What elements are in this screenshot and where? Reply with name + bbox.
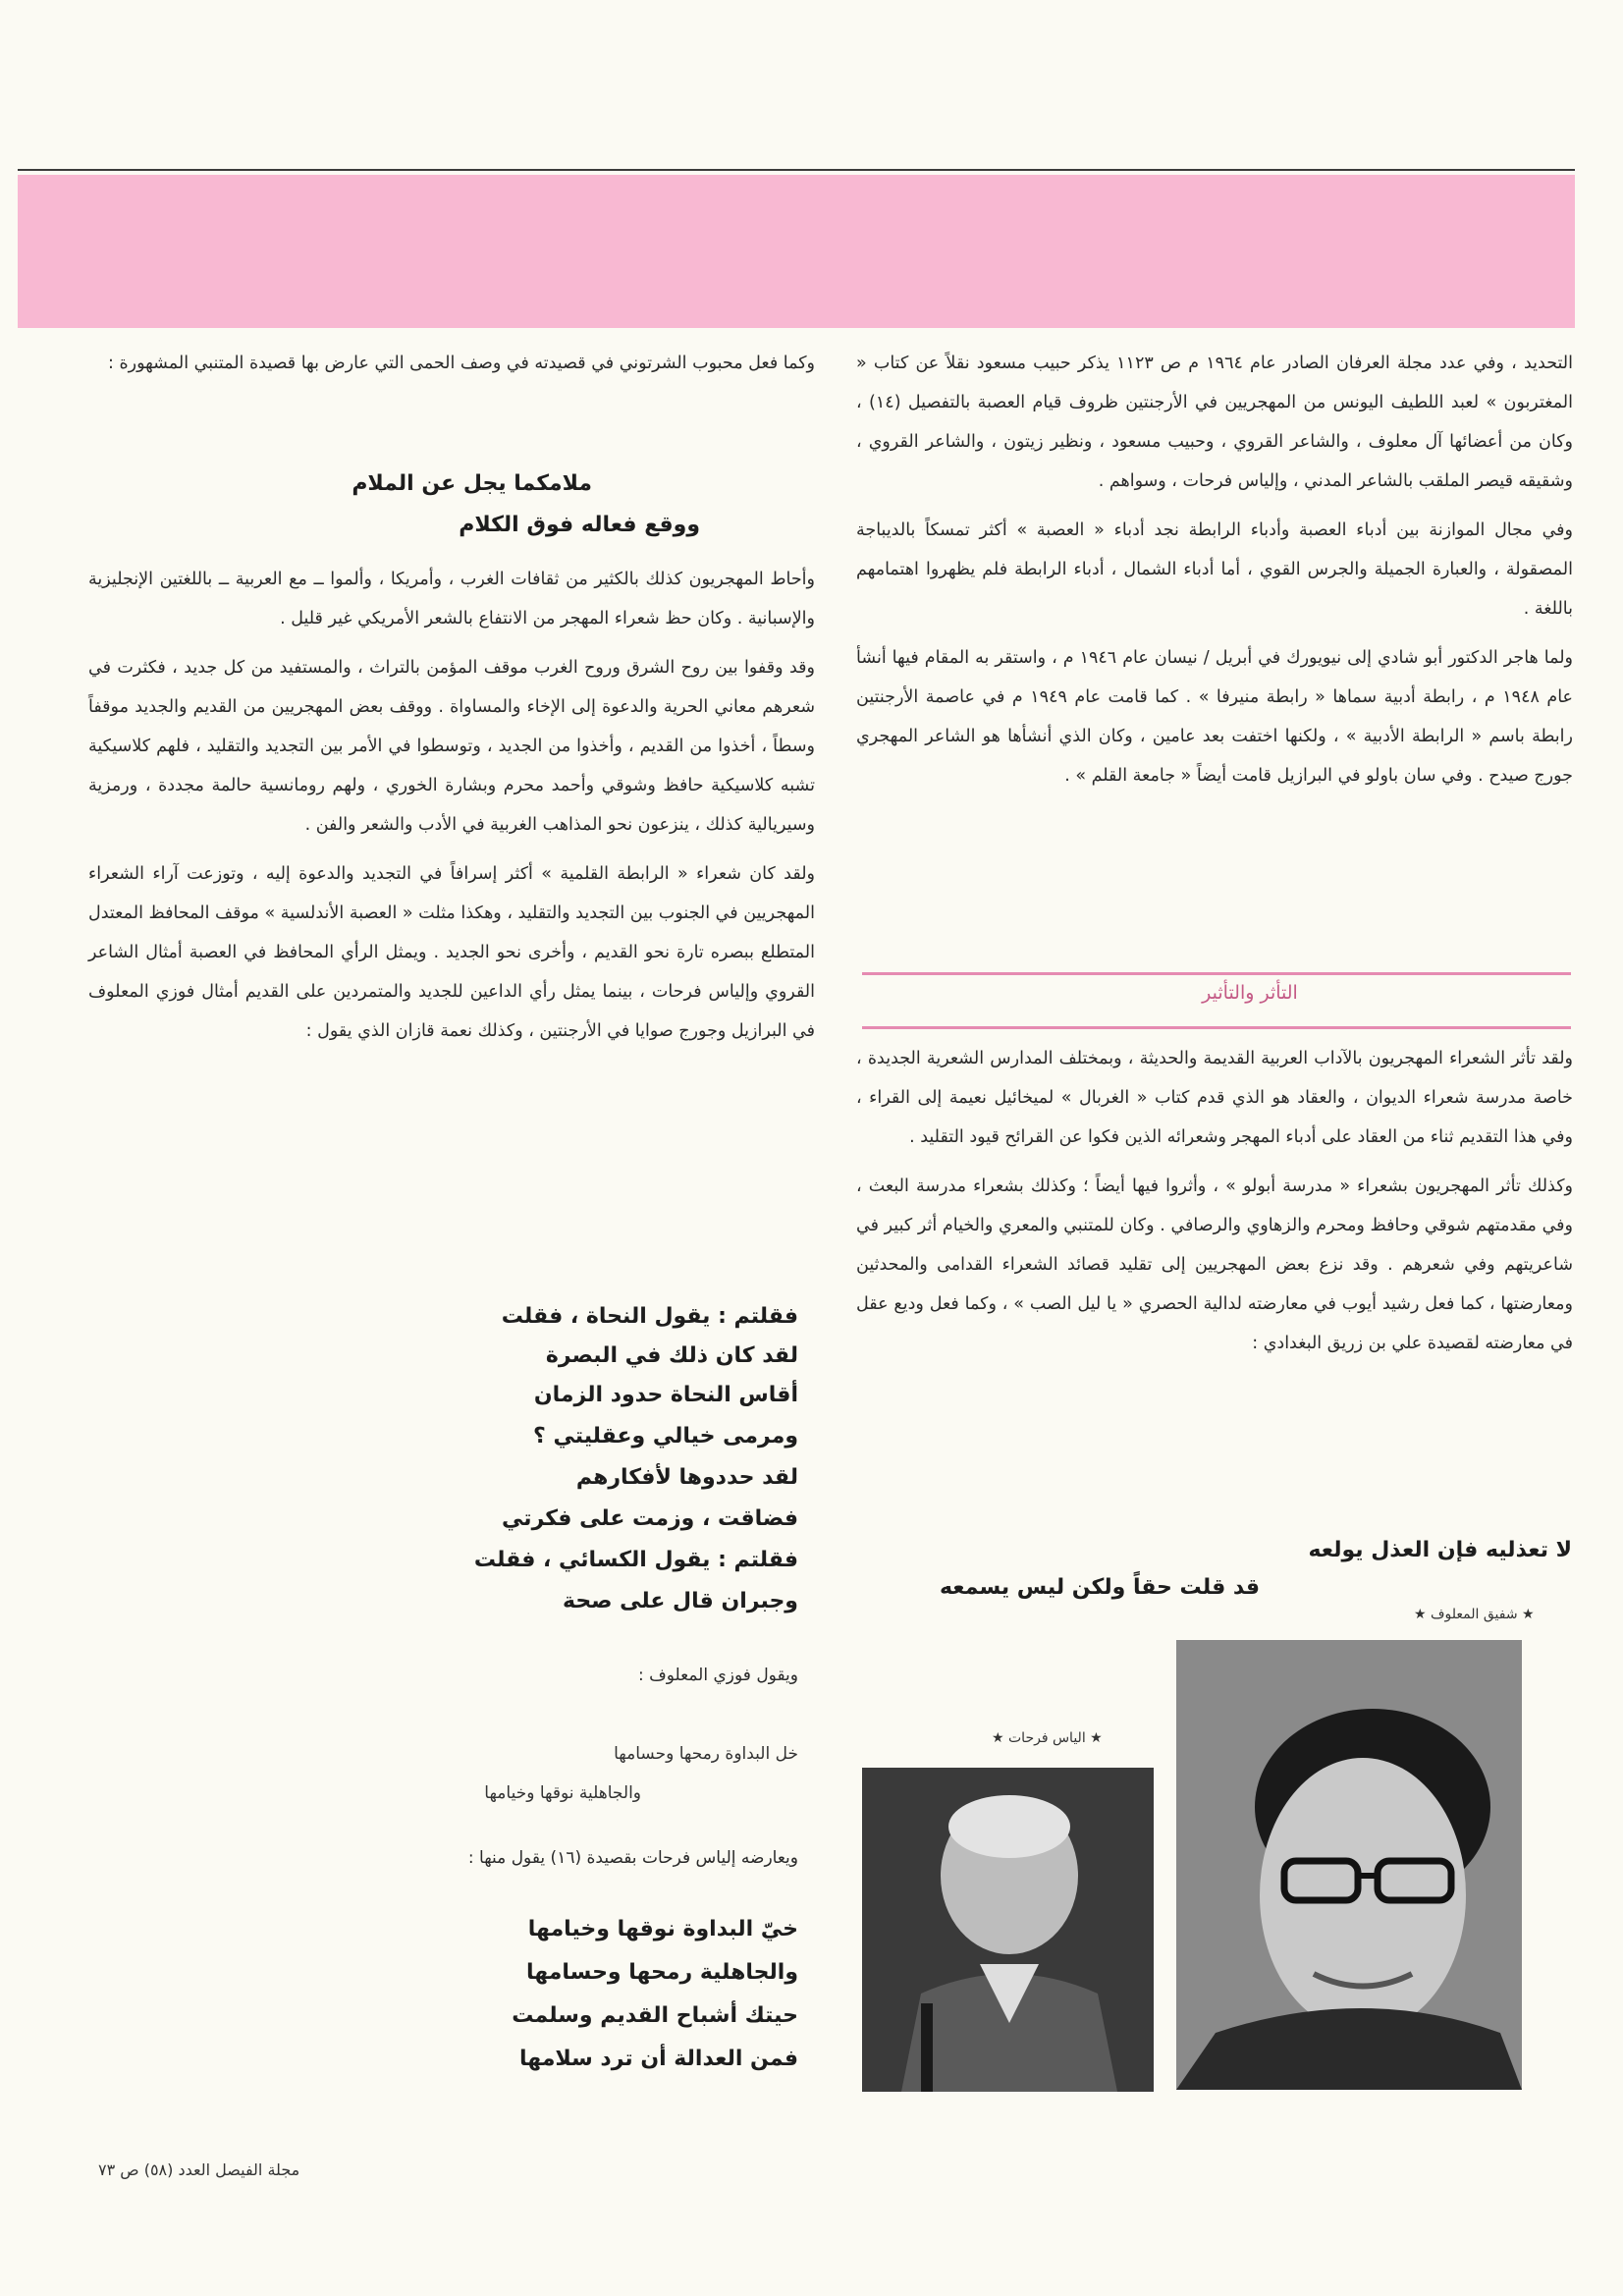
portrait-photo-shafiq-maalouf xyxy=(1176,1640,1522,2090)
poem-intro: ويعارضه إلياس فرحات بقصيدة (١٦) يقول منها : xyxy=(467,1848,798,1868)
poem-line: فقلتم : يقول الكسائي ، فقلت xyxy=(473,1548,798,1572)
verse-line: لا تعذليه فإن العذل يولعه xyxy=(1308,1538,1572,1562)
right-paragraph-5: وكذلك تأثر المهجريون بشعراء « مدرسة أبولو » ، وأثروا فيها أيضاً ؛ وكذلك بشعراء مدرسة البعث ، وفي مقدمتهم شوقي وحافظ ومحرم والزهاوي والرصافي . وكان للمتنبي والمعري والخيام أثر كبير في شاعريتهم وفي شعرهم . وقد نزع بعض المهجريين إلى تقليد قصائد الشعراء القدامى والمحدثين ومعارضتها ، كما فعل رشيد أيوب في معارضته لدالية الحصري « يا ليل الصب » ، وكما فعل وديع عقل في معارضته لقصيدة علي بن زريق البغدادي : xyxy=(856,1176,1573,1353)
right-paragraph-3: ولما هاجر الدكتور أبو شادي إلى نيويورك في أبريل / نيسان عام ١٩٤٦ م ، واستقر به المقام فيها أنشأ عام ١٩٤٨ م ، رابطة أدبية سماها « رابطة منيرفا » . كما قامت عام ١٩٤٩ م في عاصمة الأرجنتين رابطة باسم « الرابطة الأدبية » ، ولكنها اختفت بعد عامين ، وكان الذي أنشأها هو الشاعر المهجري جورج صيدح . وفي سان باولو في البرازيل قامت أيضاً « جامعة القلم » . xyxy=(856,648,1574,786)
poem-line: أقاس النحاة حدود الزمان xyxy=(533,1383,798,1407)
header-banner xyxy=(18,175,1575,328)
right-paragraph-1: التحديد ، وفي عدد مجلة العرفان الصادر عام ١٩٦٤ م ص ١١٢٣ يذكر حبيب مسعود نقلاً عن كتاب « المغتربون » لعبد اللطيف اليونس من المهجريين في الأرجنتين ظروف قيام العصبة بالتفصيل (١٤) ، وكان من أعضائها آل معلوف ، والشاعر القروي ، وحبيب مسعود ، ونظير زيتون ، والشاعر القروي ، وشقيقه قيصر الملقب بالشاعر المدني ، وإلياس فرحات ، وسواهم . xyxy=(856,354,1573,491)
left-paragraph-3: وقد وقفوا بين روح الشرق وروح الغرب موقف المؤمن بالتراث ، والمستفيد من كل جديد ، فكثرت في شعرهم معاني الحرية والدعوة إلى الإخاء والمساواة . ووقف بعض المهجريين من القديم والجديد موقفاً وسطاً ، أخذوا من القديم ، وأخذوا من الجديد ، وتوسطوا في الأمر بين التجديد والتقليد ، فلهم كلاسيكية تشبه كلاسيكية حافظ وشوقي وأحمد محرم وبشارة الخوري ، ولهم رومانسية حالمة مجددة ، ورمزية وسيريالية كذلك ، ينزعون نحو المذاهب الغربية في الأدب والشعر والفن . xyxy=(88,658,815,835)
poem-line: فمن العدالة أن ترد سلامها xyxy=(519,2047,798,2071)
left-column xyxy=(88,344,815,393)
portrait-image xyxy=(862,1768,1154,2092)
poem-line: ومرمى خيالي وعقليتي ؟ xyxy=(533,1424,798,1449)
portrait-image xyxy=(1176,1640,1522,2090)
right-column-section xyxy=(856,1039,1573,1373)
poem-line: والجاهلية نوقها وخيامها xyxy=(484,1783,641,1803)
poem-line: والجاهلية رمحها وحسامها xyxy=(526,1960,798,1985)
verse-line: ووقع فعاله فوق الكلام xyxy=(459,513,700,537)
verse-line: قد قلت حقاً ولكن ليس يسمعه xyxy=(939,1575,1260,1600)
poem-line: حيتك أشباح القديم وسلمت xyxy=(512,2003,798,2028)
left-paragraph-2: وأحاط المهجريون كذلك بالكثير من ثقافات الغرب ، وأمريكا ، وألموا ــ مع العربية ــ باللغتين الإنجليزية والإسبانية . وكان حظ شعراء المهجر من الانتفاع بالشعر الأمريكي غير قليل . xyxy=(88,570,815,629)
poem-line: فضاقت ، وزمت على فكرتي xyxy=(502,1506,798,1531)
right-paragraph-2: وفي مجال الموازنة بين أدباء العصبة وأدباء الرابطة نجد أدباء « العصبة » أكثر تمسكاً بالديباجة المصقولة ، والعبارة الجميلة والجرس القوي ، أما أدباء الشمال ، أدباء الرابطة فلم يظهروا اهتمامهم باللغة . xyxy=(856,520,1573,619)
section-title: التأثر والتأثير xyxy=(1202,982,1298,1004)
page-footer: مجلة الفيصل العدد (٥٨) ص ٧٣ xyxy=(98,2160,300,2179)
poem-line: فقلتم : يقول النحاة ، فقلت xyxy=(501,1304,798,1329)
poem-line: وجبران قال على صحة xyxy=(563,1589,798,1613)
left-column-body xyxy=(88,560,815,1061)
poem-line: خل البداوة رمحها وحسامها xyxy=(614,1744,798,1764)
photo-caption: ★ شفيق المعلوف ★ xyxy=(1414,1607,1535,1622)
poem-line: لقد حددوها لأفكارهم xyxy=(575,1465,798,1490)
section-rule-top xyxy=(862,972,1571,975)
right-paragraph-4: ولقد تأثر الشعراء المهجريون بالآداب العربية القديمة والحديثة ، وبمختلف المدارس الشعرية الجديدة ، خاصة مدرسة شعراء الديوان ، والعقاد هو الذي قدم كتاب « الغربال » لميخائيل نعيمة إلى القراء ، وفي هذا التقديم ثناء من العقاد على أدباء المهجر وشعرائه الذين فكوا عن القرائح قيود التقليد . xyxy=(856,1049,1573,1147)
poem-intro: ويقول فوزي المعلوف : xyxy=(637,1666,798,1685)
left-paragraph-4: ولقد كان شعراء « الرابطة القلمية » أكثر إسرافاً في التجديد والدعوة إليه ، وتوزعت آراء الشعراء المهجريين في الجنوب بين التجديد والتقليد ، وهكذا مثلت « العصبة الأندلسية » موقف المحافظ المعتدل المتطلع ببصره تارة نحو القديم ، وأخرى نحو الجديد . ويمثل الرأي المحافظ في العصبة أمثال الشاعر القروي وإلياس فرحات ، بينما يمثل رأي الداعين للجديد والمتمردين على القديم أمثال فوزي المعلوف في البرازيل وجورج صوايا في الأرجنتين ، وكذلك نعمة قازان الذي يقول : xyxy=(88,864,815,1041)
portrait-photo-elias-farhat xyxy=(862,1768,1154,2092)
header-rule xyxy=(18,169,1575,171)
poem-line: لقد كان ذلك في البصرة xyxy=(545,1343,798,1368)
verse-line: ملامكما يجل عن الملام xyxy=(352,471,592,496)
photo-caption: ★ الياس فرحات ★ xyxy=(992,1730,1103,1746)
right-column xyxy=(856,344,1573,805)
section-rule-bottom xyxy=(862,1026,1571,1029)
left-paragraph-1: وكما فعل محبوب الشرتوني في قصيدته في وصف الحمى التي عارض بها قصيدة المتنبي المشهورة : xyxy=(108,354,815,373)
poem-line: خيّ البداوة نوقها وخيامها xyxy=(527,1917,798,1941)
